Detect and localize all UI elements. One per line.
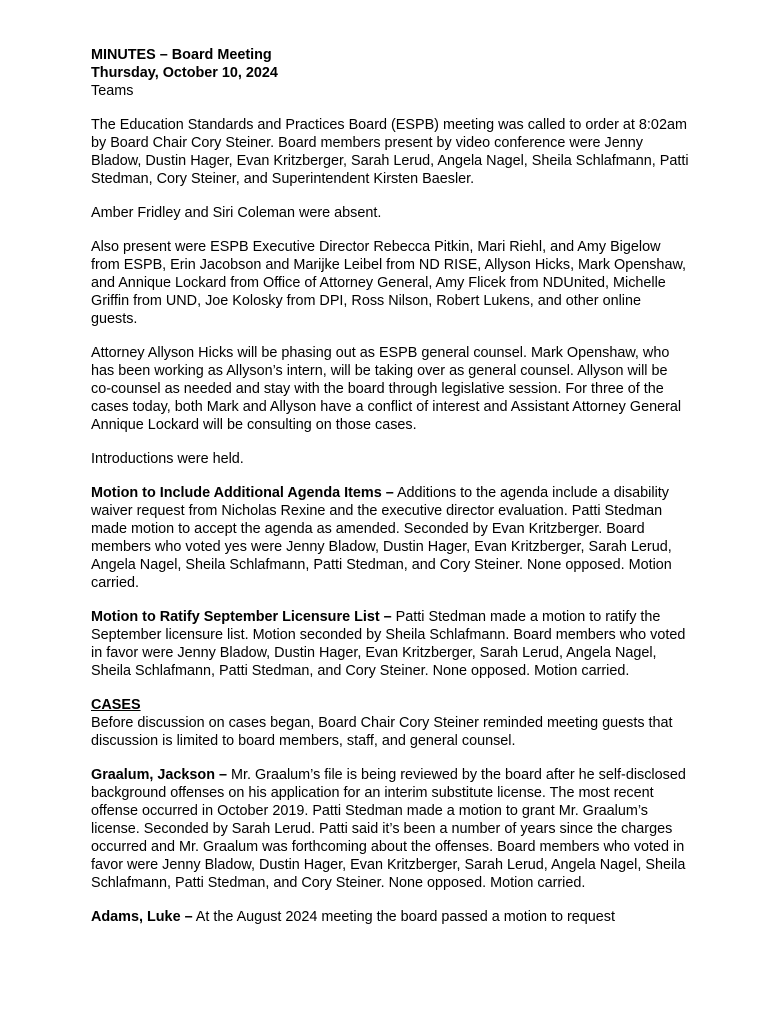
agenda-motion-paragraph bbox=[91, 484, 691, 592]
agenda-motion-body: Additions to the agenda include a disability waiver request from Nicholas Rexine and the executive director evaluation. Patti Stedman made motion to accept the agenda as amended. Seconded by Evan Kritzberger. Board members who voted yes were Jenny Bladow, Dustin Hager, Evan Kritzberger, Sarah Lerud, Angela Nagel, Sheila Schlafmann, Patti Stedman, and Cory Steiner. None opposed. Motion carried. bbox=[91, 485, 672, 591]
adams-case-title: Adams, Luke – bbox=[91, 909, 193, 925]
minutes-document bbox=[91, 46, 691, 942]
graalum-case-body: Mr. Graalum’s file is being reviewed by the board after he self-disclosed background offenses on his application for an interim substitute license. The most recent offense occurred in October 2019. Patti Stedman made a motion to grant Mr. Graalum’s license. Seconded by Sarah Lerud. Patti said it’s been a number of years since the charges occurred and Mr. Graalum was forthcoming about the offenses. Board members who voted in favor were Jenny Bladow, Dustin Hager, Evan Kritzberger, Sarah Lerud, Angela Nagel, Sheila Schlafmann, Patti Stedman, and Cory Steiner. None opposed. Motion carried. bbox=[91, 767, 686, 891]
also-present-paragraph: Also present were ESPB Executive Director Rebecca Pitkin, Mari Riehl, and Amy Bigelow from ESPB, Erin Jacobson and Marijke Leibel from ND RISE, Allyson Hicks, Mark Openshaw, and Annique Lockard from Office of Attorney General, Amy Flicek from NDUnited, Michelle Griffin from UND, Joe Kolosky from DPI, Ross Nilson, Robert Lukens, and other online guests. bbox=[91, 239, 687, 327]
cases-intro-paragraph: Before discussion on cases began, Board Chair Cory Steiner reminded meeting guests that discussion is limited to board members, staff, and general counsel. bbox=[91, 715, 673, 749]
call-to-order-paragraph: The Education Standards and Practices Board (ESPB) meeting was called to order at 8:02am by Board Chair Cory Steiner. Board members present by video conference were Jenny Bladow, Dustin Hager, Evan Kritzberger, Sarah Lerud, Angela Nagel, Sheila Schlafmann, Patti Stedman, Cory Steiner, and Superintendent Kirsten Baesler. bbox=[91, 117, 689, 187]
document-header bbox=[91, 46, 691, 100]
document-title: MINUTES – Board Meeting bbox=[91, 47, 272, 63]
counsel-paragraph: Attorney Allyson Hicks will be phasing out as ESPB general counsel. Mark Openshaw, who has been working as Allyson’s intern, will be taking over as general counsel. Allyson will be co-counsel as needed and stay with the board through legislative session. For three of the cases today, both Mark and Allyson have a conflict of interest and Assistant Attorney General Annique Lockard will be consulting on those cases. bbox=[91, 345, 682, 433]
graalum-case-title: Graalum, Jackson – bbox=[91, 767, 227, 783]
introductions-paragraph: Introductions were held. bbox=[91, 451, 244, 467]
agenda-motion-title: Motion to Include Additional Agenda Items – bbox=[91, 485, 394, 501]
absent-paragraph: Amber Fridley and Siri Coleman were absent. bbox=[91, 205, 382, 221]
licensure-motion-body: Patti Stedman made a motion to ratify the September licensure list. Motion seconded by Sheila Schlafmann. Board members who voted in favor were Jenny Bladow, Dustin Hager, Evan Kritzberger, Sarah Lerud, Angela Nagel, Sheila Schlafmann, Patti Stedman, and Cory Steiner. None opposed. Motion carried. bbox=[91, 609, 686, 679]
adams-case-paragraph bbox=[91, 908, 691, 926]
meeting-location: Teams bbox=[91, 83, 134, 99]
adams-case-body: At the August 2024 meeting the board passed a motion to request bbox=[192, 909, 615, 925]
licensure-motion-title: Motion to Ratify September Licensure List – bbox=[91, 609, 392, 625]
graalum-case-paragraph bbox=[91, 766, 691, 892]
cases-heading: CASES bbox=[91, 697, 141, 713]
meeting-date: Thursday, October 10, 2024 bbox=[91, 65, 278, 81]
licensure-motion-paragraph bbox=[91, 608, 691, 680]
